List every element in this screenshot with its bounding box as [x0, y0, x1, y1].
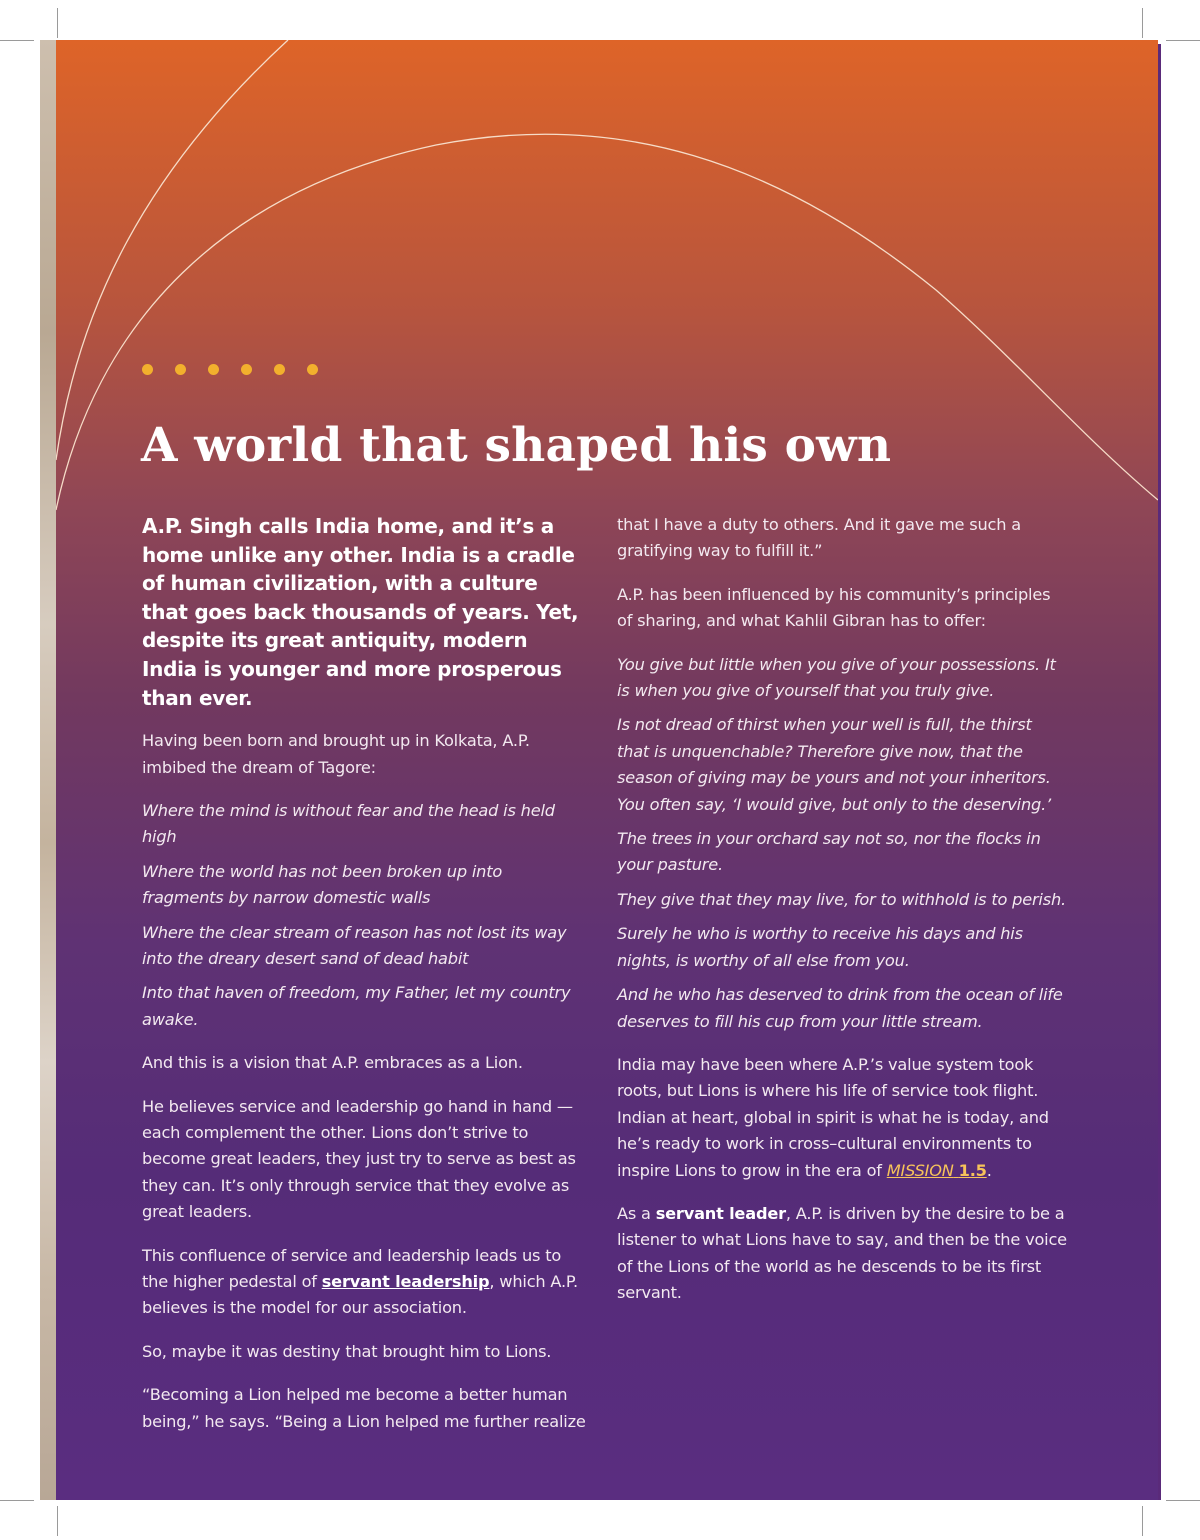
- right-page-edge: [1158, 44, 1161, 1500]
- mission-link[interactable]: MISSION 1.5: [886, 1160, 987, 1180]
- gibran-line: Surely he who is worthy to receive his days and his nights, is worthy of all else from you.: [617, 924, 1023, 970]
- servant-leadership-link[interactable]: servant leadership: [321, 1272, 490, 1292]
- vision-paragraph: And this is a vision that A.P. embraces as a Lion.: [142, 1053, 523, 1073]
- crop-mark: [1166, 40, 1200, 41]
- left-page-edge: [40, 40, 56, 1500]
- gibran-line: They give that they may live, for to withhold is to perish.: [617, 889, 1066, 909]
- decorative-curve-inner: [56, 40, 288, 460]
- tagore-line: Where the mind is without fear and the head is held high: [142, 800, 555, 847]
- gibran-line: The trees in your orchard say not so, nor the flocks in your pasture.: [617, 829, 1041, 875]
- crop-mark: [1166, 1500, 1200, 1501]
- destiny-paragraph: So, maybe it was destiny that brought him to Lions.: [142, 1341, 552, 1361]
- tagore-line: Into that haven of freedom, my Father, let my country awake.: [142, 983, 571, 1029]
- article-title: A world that shaped his own: [141, 418, 892, 473]
- india-paragraph: India may have been where A.P.’s value system took roots, but Lions is where his life of service took flight. Indian at heart, global in spirit is what he is today, and he’s ready to work in cross–cultural environments to inspire Lions to grow in the era of MISSION 1.5.: [617, 1054, 1049, 1180]
- confluence-paragraph: This confluence of service and leadership leads us to the higher pedestal of servant leadership, which A.P. believes is the model for our association.: [142, 1245, 578, 1318]
- tagore-line: Where the world has not been broken up into fragments by narrow domestic walls: [142, 861, 503, 908]
- crop-mark: [1142, 1506, 1143, 1536]
- service-paragraph: He believes service and leadership go hand in hand — each complement the other. Lions don’t strive to become great leaders, they just try to serve as best as they can. It’s only through service that they evolve as great leaders.: [142, 1096, 576, 1222]
- decorative-dots: [142, 364, 318, 375]
- lead-paragraph: A.P. Singh calls India home, and it’s a home unlike any other. India is a cradle of human civilization, with a culture that goes back thousands of years. Yet, despite its great antiquity, modern India is younger and more prosperous than ever.: [142, 514, 579, 710]
- quote-paragraph-end: that I have a duty to others. And it gave me such a gratifying way to fulfill it.”: [617, 515, 1021, 561]
- dot-icon: [208, 364, 219, 375]
- article-page: [56, 40, 1158, 1500]
- dot-icon: [175, 364, 186, 375]
- left-column: [142, 512, 587, 1452]
- quote-paragraph-start: “Becoming a Lion helped me become a better human being,” he says. “Being a Lion helped me further realize: [142, 1385, 586, 1431]
- right-column: [617, 512, 1067, 1324]
- gibran-line: Is not dread of thirst when your well is full, the thirst that is unquenchable? Therefore give now, that the season of giving may be yours and not your inheritors. You often say, ‘I would give, but only to the deserving.’: [617, 715, 1051, 814]
- dot-icon: [142, 364, 153, 375]
- crop-mark: [57, 8, 58, 38]
- gibran-line: And he who has deserved to drink from the ocean of life deserves to fill his cup from your little stream.: [617, 985, 1063, 1031]
- crop-mark: [0, 40, 34, 41]
- crop-mark: [0, 1500, 34, 1501]
- influenced-paragraph: A.P. has been influenced by his community’s principles of sharing, and what Kahlil Gibran has to offer:: [617, 584, 1051, 631]
- dot-icon: [241, 364, 252, 375]
- gibran-line: You give but little when you give of your possessions. It is when you give of yourself that you truly give.: [617, 654, 1056, 701]
- dot-icon: [274, 364, 285, 375]
- dot-icon: [307, 364, 318, 375]
- tagore-line: Where the clear stream of reason has not lost its way into the dreary desert sand of dead habit: [142, 922, 567, 968]
- servant-leader-paragraph: As a servant leader, A.P. is driven by the desire to be a listener to what Lions have to say, and then be the voice of the Lions of the world as he descends to be its first servant.: [617, 1203, 1067, 1303]
- born-paragraph: Having been born and brought up in Kolkata, A.P. imbibed the dream of Tagore:: [142, 731, 530, 777]
- crop-mark: [1142, 8, 1143, 38]
- crop-mark: [57, 1506, 58, 1536]
